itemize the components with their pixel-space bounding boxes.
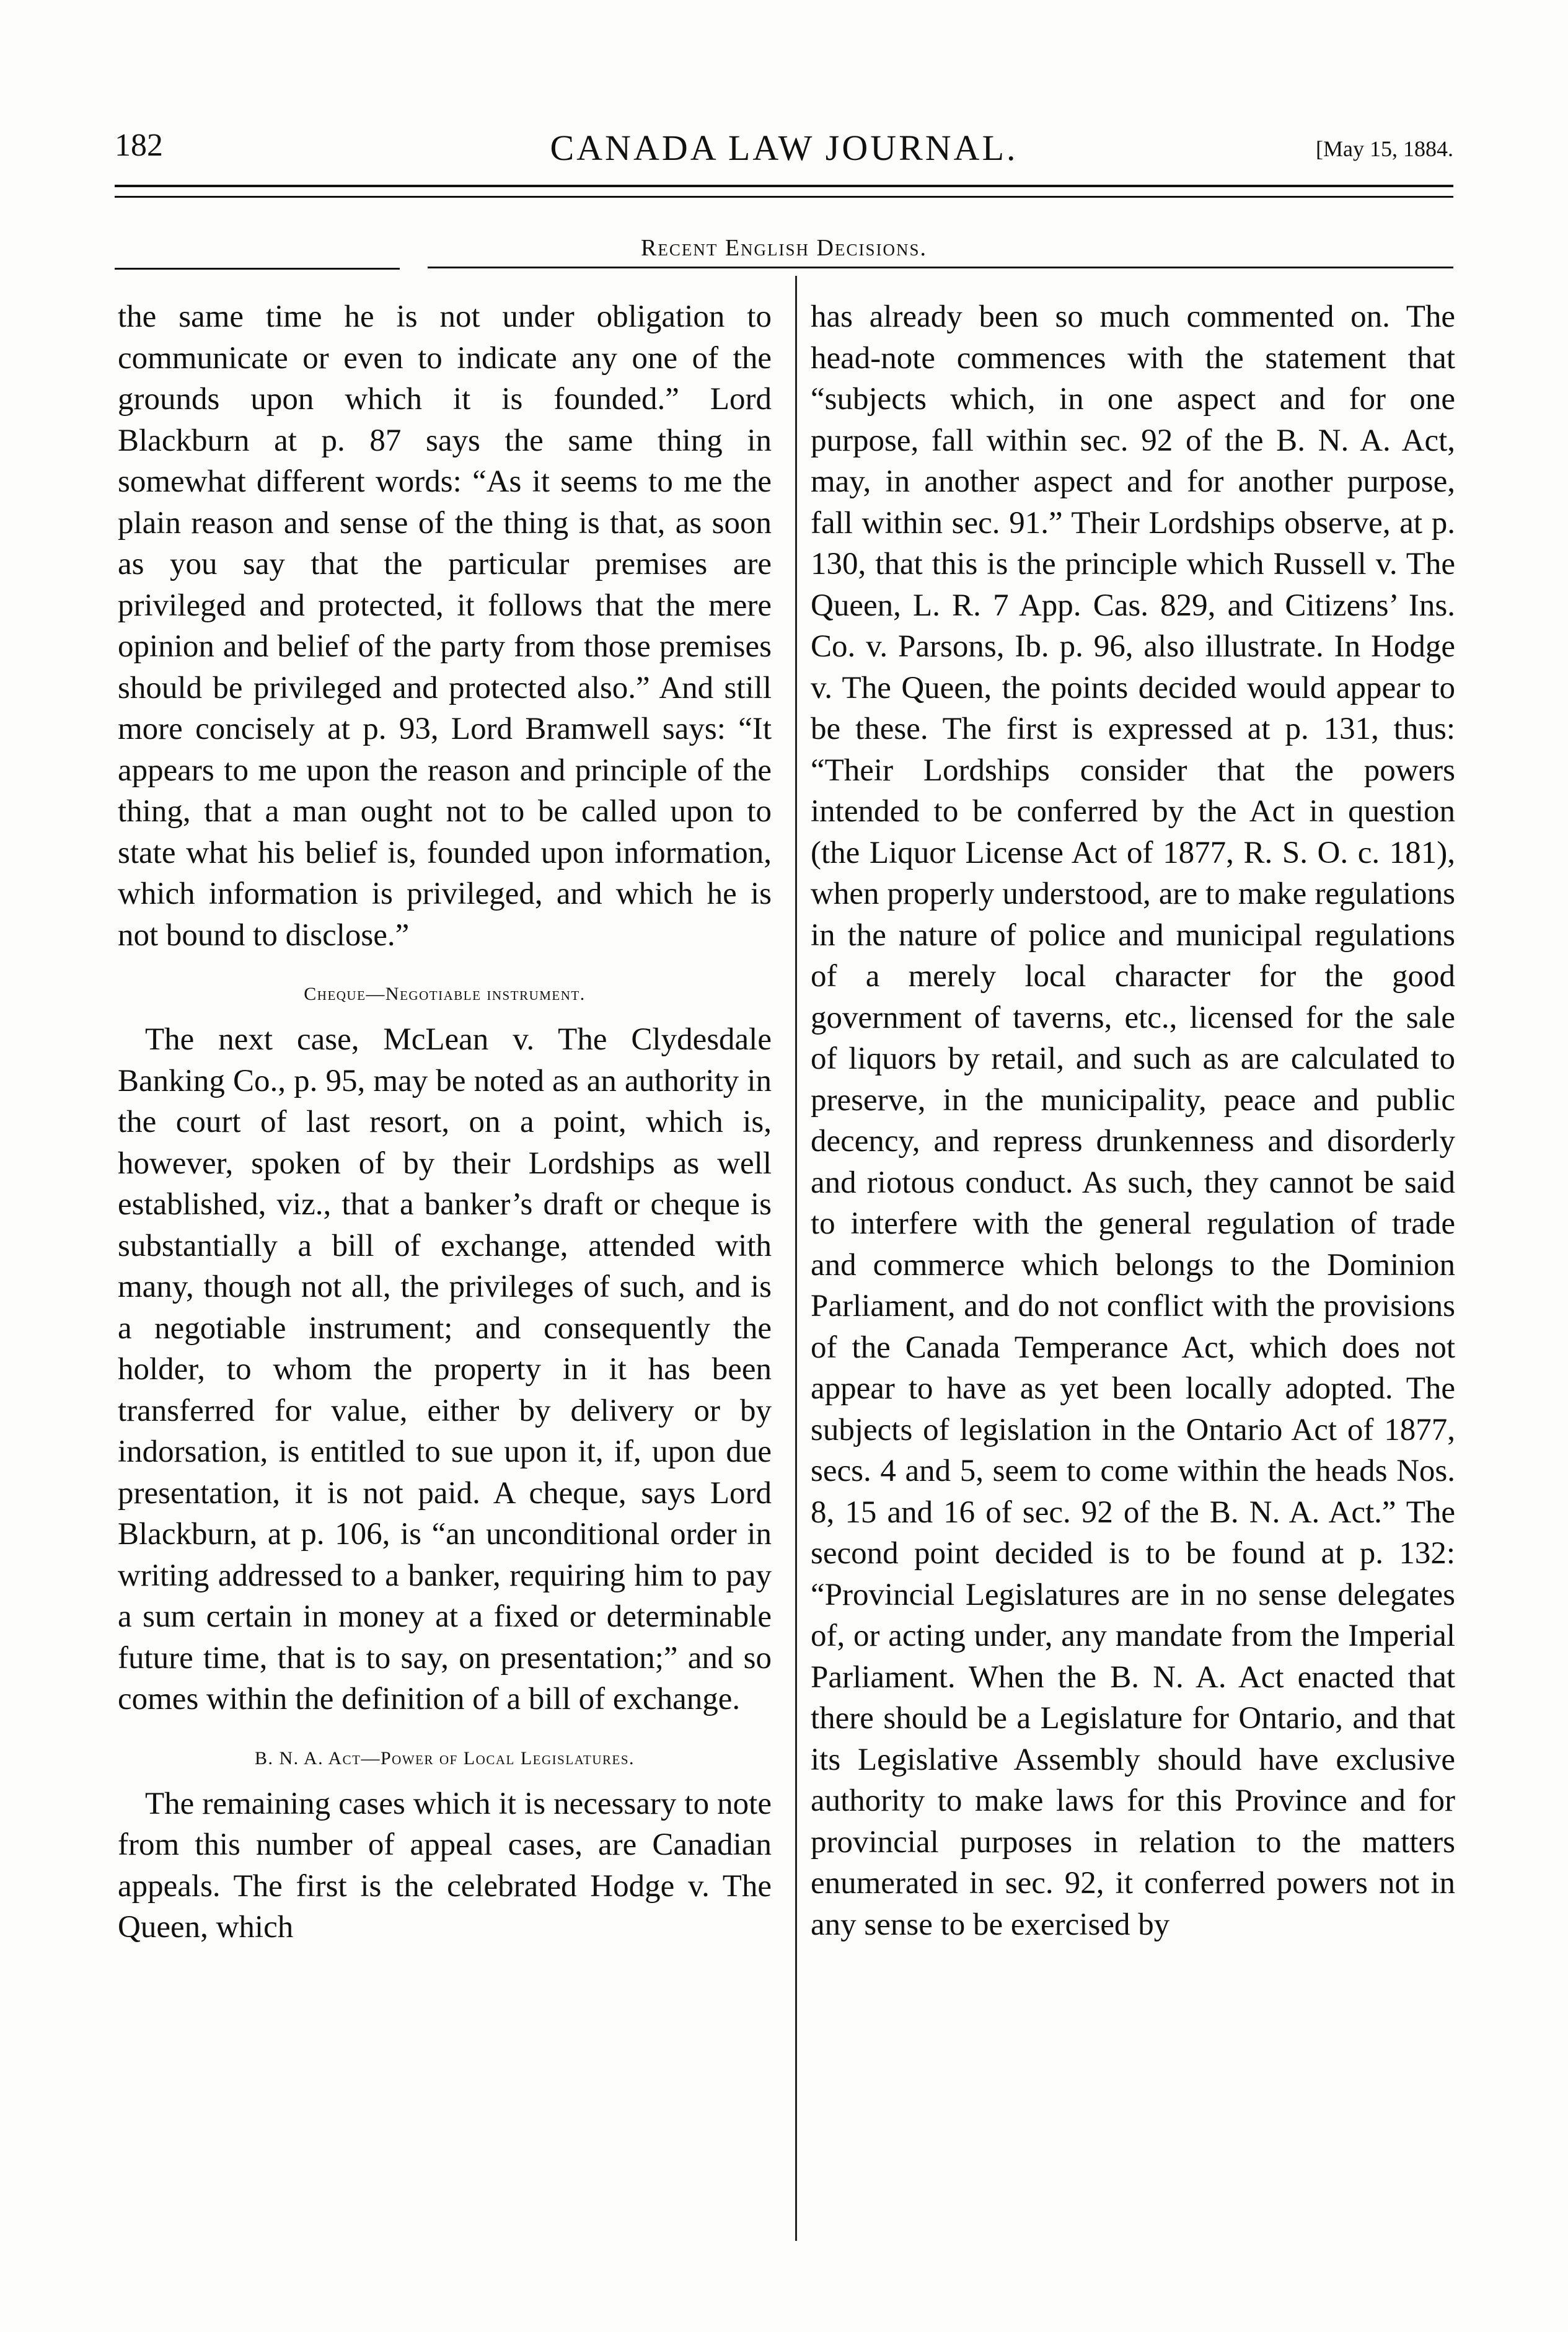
section-rule-right <box>428 267 1453 268</box>
subhead-bna-act: B. N. A. Act—Power of Local Legislatures. <box>254 1747 635 1769</box>
header-rule-top <box>115 185 1453 187</box>
left-paragraph-3: The remaining cases which it is necessary to note from this number of appeal cases, are Canadian appeals. The first is the celebrated Hodge v. The Queen, which <box>118 1786 772 1945</box>
journal-title: CANADA LAW JOURNAL. <box>550 128 1018 168</box>
subhead-cheque: Cheque—Negotiable instrument. <box>304 984 586 1004</box>
page-number: 182 <box>115 128 163 163</box>
left-column <box>118 296 772 1948</box>
section-rule-left <box>115 268 400 270</box>
left-paragraph-1: the same time he is not under obligation to communicate or even to indicate any one of the grounds upon which it is founded.” Lord Blackburn at p. 87 says the same thing in somewhat different words: “As it seems to me the plain reason and sense of the thing is that, as soon as you say that the particular premises are privileged and protected, it follows that the mere opinion and belief of the party from those premises should be privileged and protected also.” And still more concisely at p. 93, Lord Bramwell says: “It appears to me upon the reason and principle of the thing, that a man ought not to be called upon to state what his belief is, founded upon information, which information is privileged, and which he is not bound to disclose.” <box>118 299 772 953</box>
issue-date: [May 15, 1884. <box>1316 136 1453 161</box>
column-divider <box>795 276 797 2241</box>
right-paragraph-1: has already been so much commented on. The head-note commences with the statement that “subjects which, in one aspect and for one purpose, fall within sec. 92 of the B. N. A. Act, may, in another aspect and for another purpose, fall within sec. 91.” Their Lordships observe, at p. 130, that this is the principle which Russell v. The Queen, L. R. 7 App. Cas. 829, and Citizens’ Ins. Co. v. Parsons, Ib. p. 96, also illustrate. In Hodge v. The Queen, the points decided would appear to be these. The first is expressed at p. 131, thus: “Their Lordships consider that the powers intended to be conferred by the Act in question (the Liquor License Act of 1877, R. S. O. c. 181), when properly understood, are to make regulations in the nature of police and municipal regulations of a merely local character for the good government of taverns, etc., licensed for the sale of liquors by retail, and such as are calculated to preserve, in the municipality, peace and public decency, and repress drunkenness and disorderly and riotous conduct. As such, they cannot be said to interfere with the general regulation of trade and commerce which belongs to the Dominion Parliament, and do not conflict with the provisions of the Canada Temperance Act, which does not appear to have as yet been locally adopted. The subjects of legislation in the Ontario Act of 1877, secs. 4 and 5, seem to come within the heads Nos. 8, 15 and 16 of sec. 92 of the B. N. A. Act.” The second point decided is to be found at p. 132: “Provincial Legislatures are in no sense delegates of, or acting under, any mandate from the Imperial Parliament. When the B. N. A. Act enacted that there should be a Legislature for Ontario, and that its Legislative Assembly should have exclusive authority to make laws for this Province and for provincial purposes in relation to the matters enumerated in sec. 92, it conferred powers not in any sense to be exercised by <box>811 299 1455 1942</box>
section-title: Recent English Decisions. <box>641 235 927 261</box>
header-rule-bottom <box>115 196 1453 198</box>
left-paragraph-2: The next case, McLean v. The Clydesdale Banking Co., p. 95, may be noted as an authority in the court of last resort, on a point, which is, however, spoken of by their Lordships as well established, viz., that a banker’s draft or cheque is substantially a bill of exchange, attended with many, though not all, the privileges of such, and is a negotiable instrument; and consequently the holder, to whom the property in it has been transferred for value, either by delivery or by indorsation, is entitled to sue upon it, if, upon due presentation, it is not paid. A cheque, says Lord Blackburn, at p. 106, is “an unconditional order in writing addressed to a banker, requiring him to pay a sum certain in money at a fixed or determinable future time, that is to say, on presentation;” and so comes within the definition of a bill of exchange. <box>118 1022 772 1716</box>
right-column <box>811 296 1455 1945</box>
page-header <box>115 127 1453 170</box>
